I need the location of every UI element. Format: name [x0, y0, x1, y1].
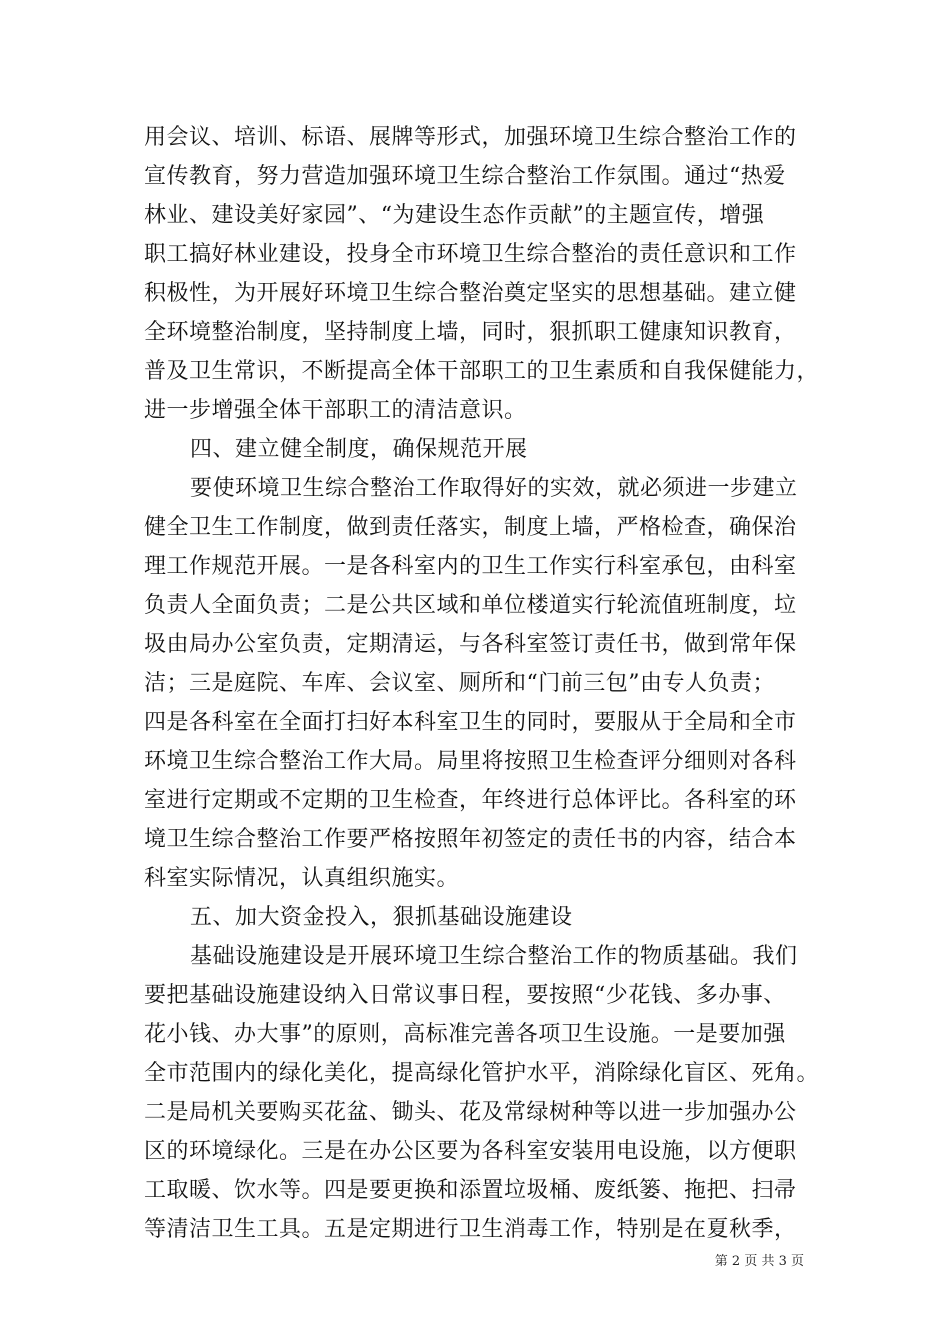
- body-line: 全市范围内的绿化美化，提高绿化管护水平，消除绿化盲区、死角。: [144, 1061, 820, 1086]
- section-heading: 五、加大资金投入，狠抓基础设施建设: [190, 905, 573, 930]
- body-line: 工取暖、饮水等。四是要更换和添置垃圾桶、废纸篓、拖把、扫帚: [144, 1178, 797, 1203]
- body-line: 全环境整治制度，坚持制度上墙，同时，狠抓职工健康知识教育，: [144, 320, 797, 345]
- body-line: 境卫生综合整治工作要严格按照年初签定的责任书的内容，结合本: [144, 827, 797, 852]
- body-line: 要把基础设施建设纳入日常议事日程，要按照“少花钱、多办事、: [144, 983, 786, 1008]
- body-line: 宣传教育，努力营造加强环境卫生综合整治工作氛围。通过“热爱: [144, 164, 786, 189]
- page-number: 第 2 页 共 3 页: [714, 1254, 804, 1269]
- body-line: 二是局机关要购买花盆、锄头、花及常绿树种等以进一步加强办公: [144, 1100, 797, 1125]
- body-line: 环境卫生综合整治工作大局。局里将按照卫生检查评分细则对各科: [144, 749, 797, 774]
- body-line: 负责人全面负责；二是公共区域和单位楼道实行轮流值班制度，垃: [144, 593, 797, 618]
- body-line: 基础设施建设是开展环境卫生综合整治工作的物质基础。我们: [190, 944, 798, 969]
- body-line: 林业、建设美好家园”、“为建设生态作贡献”的主题宣传，增强: [144, 203, 765, 228]
- body-line: 花小钱、办大事”的原则，高标准完善各项卫生设施。一是要加强: [144, 1022, 786, 1047]
- body-line: 等清洁卫生工具。五是定期进行卫生消毒工作，特别是在夏秋季，: [144, 1217, 797, 1242]
- body-line: 进一步增强全体干部职工的清洁意识。: [144, 398, 527, 423]
- body-line: 积极性，为开展好环境卫生综合整治奠定坚实的思想基础。建立健: [144, 281, 797, 306]
- body-line: 圾由局办公室负责，定期清运，与各科室签订责任书，做到常年保: [144, 632, 797, 657]
- body-line: 科室实际情况，认真组织施实。: [144, 866, 460, 891]
- body-line: 洁；三是庭院、车库、会议室、厕所和“门前三包”由专人负责；: [144, 671, 775, 696]
- body-line: 普及卫生常识，不断提高全体干部职工的卫生素质和自我保健能力，: [144, 359, 820, 384]
- body-line: 四是各科室在全面打扫好本科室卫生的同时，要服从于全局和全市: [144, 710, 797, 735]
- body-line: 健全卫生工作制度，做到责任落实，制度上墙，严格检查，确保治: [144, 515, 797, 540]
- body-line: 用会议、培训、标语、展牌等形式，加强环境卫生综合整治工作的: [144, 125, 797, 150]
- body-line: 区的环境绿化。三是在办公区要为各科室安装用电设施，以方便职: [144, 1139, 797, 1164]
- document-body: [144, 118, 824, 1249]
- body-line: 理工作规范开展。一是各科室内的卫生工作实行科室承包，由科室: [144, 554, 797, 579]
- body-line: 职工搞好林业建设，投身全市环境卫生综合整治的责任意识和工作: [144, 242, 797, 267]
- body-line: 室进行定期或不定期的卫生检查，年终进行总体评比。各科室的环: [144, 788, 797, 813]
- body-line: 要使环境卫生综合整治工作取得好的实效，就必须进一步建立: [190, 476, 798, 501]
- section-heading: 四、建立健全制度，确保规范开展: [190, 437, 528, 462]
